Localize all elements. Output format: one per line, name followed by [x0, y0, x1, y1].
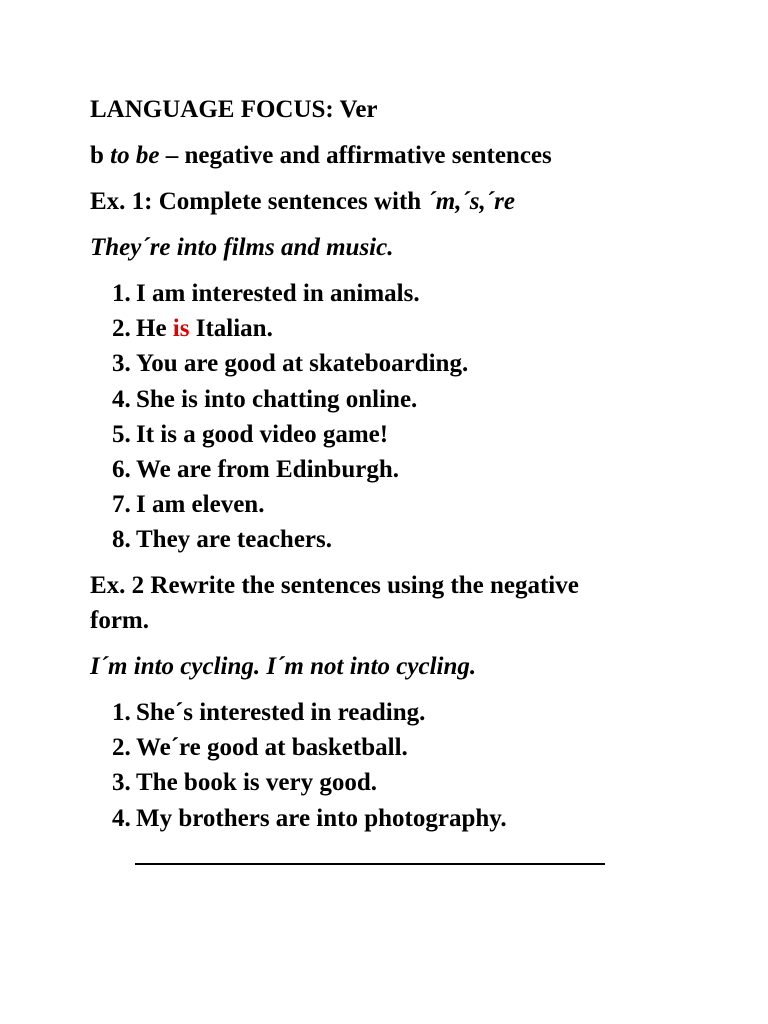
- list-item: [112, 314, 468, 349]
- item-text: I am eleven.: [136, 491, 265, 519]
- heading-italic: to be: [110, 142, 160, 169]
- item-text: My brothers are into photography.: [136, 804, 507, 832]
- item-number: 4.: [112, 804, 131, 832]
- answer-line: [135, 863, 605, 865]
- item-text-pre: He: [136, 315, 173, 343]
- item-number: 4.: [112, 385, 131, 413]
- heading-prefix: b: [90, 142, 111, 169]
- heading-line-2: [90, 141, 552, 171]
- item-text: The book is very good.: [136, 769, 378, 797]
- item-number: 5.: [112, 420, 131, 448]
- item-number: 1.: [112, 280, 131, 307]
- item-number: 6.: [112, 455, 131, 483]
- ex1-example: They´re into films and music.: [90, 234, 394, 261]
- item-number: 3.: [112, 350, 131, 378]
- item-text: We are from Edinburgh.: [136, 455, 399, 483]
- item-text: I am interested in animals.: [136, 280, 420, 307]
- list-item: [112, 349, 468, 384]
- ex1-instruction: [90, 187, 515, 217]
- highlighted-answer: is: [172, 315, 190, 343]
- item-text-post: Italian.: [189, 315, 273, 343]
- item-text: It is a good video game!: [136, 420, 389, 448]
- item-number: 2.: [112, 315, 131, 343]
- list-item: [112, 279, 468, 314]
- item-number: 7.: [112, 491, 131, 519]
- item-number: 2.: [112, 734, 131, 762]
- item-text: They are teachers.: [136, 526, 333, 554]
- ex2-instruction-line-1: Ex. 2 Rewrite the sentences using the negative: [90, 572, 579, 599]
- ex2-example: I´m into cycling. I´m not into cycling.: [90, 653, 477, 680]
- list-item: [112, 385, 468, 420]
- item-text: She is into chatting online.: [136, 385, 418, 413]
- heading-line-1: LANGUAGE FOCUS: Ver: [90, 96, 378, 123]
- item-text: We´re good at basketball.: [136, 734, 408, 762]
- ex2-list: [112, 698, 507, 839]
- ex1-list: [112, 279, 468, 561]
- heading-suffix: – negative and affirmative sentences: [159, 142, 552, 169]
- item-text: She´s interested in reading.: [136, 699, 426, 726]
- item-number: 8.: [112, 526, 131, 554]
- list-item: [112, 804, 507, 839]
- list-item: [112, 490, 468, 525]
- list-item: [112, 698, 507, 733]
- ex1-instruction-italic: ´m,´s,´re: [427, 188, 515, 215]
- ex2-instruction-line-2: form.: [90, 607, 149, 634]
- list-item: [112, 733, 507, 768]
- item-text: You are good at skateboarding.: [136, 350, 469, 378]
- ex1-instruction-text: Ex. 1: Complete sentences with: [90, 188, 428, 215]
- list-item: [112, 420, 468, 455]
- list-item: [112, 768, 507, 803]
- list-item: [112, 525, 468, 560]
- item-number: 3.: [112, 769, 131, 797]
- list-item: [112, 455, 468, 490]
- item-number: 1.: [112, 699, 131, 726]
